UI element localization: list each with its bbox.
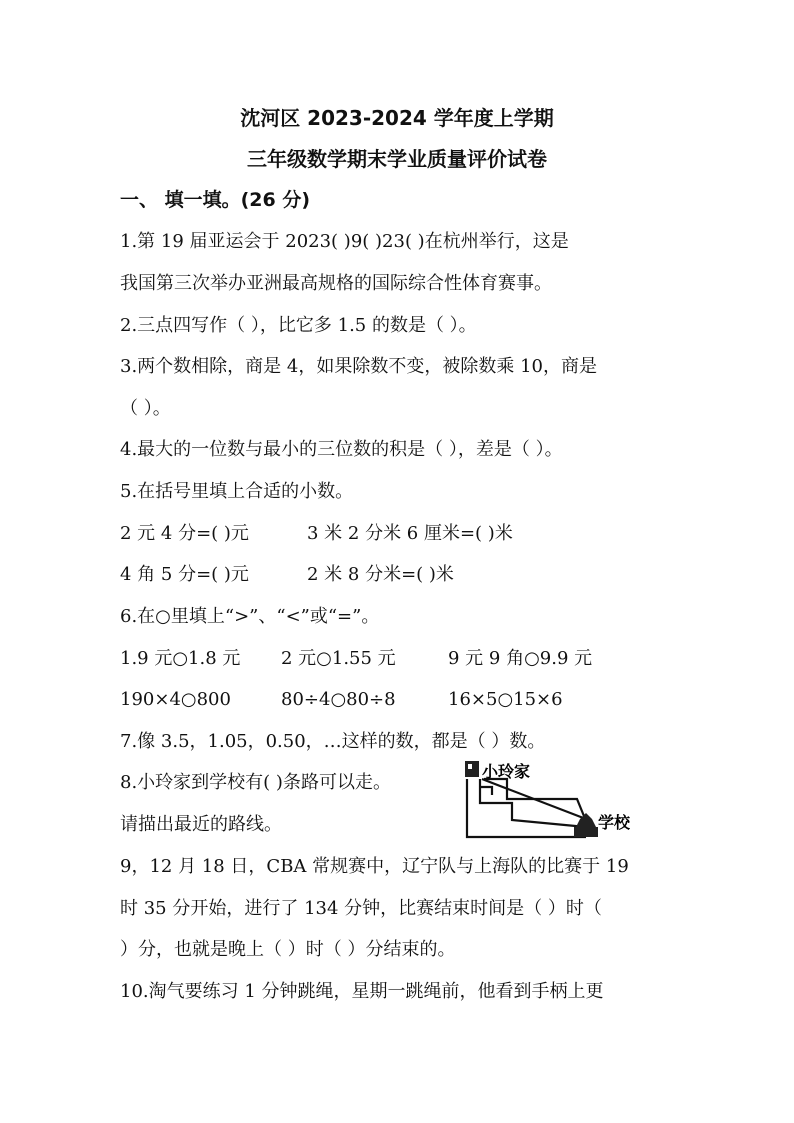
- question-5-item: 4 角 5 分=( )元: [120, 564, 249, 585]
- question-8-line2: 请描出最近的路线。: [120, 814, 282, 835]
- question-6-instruction: 6.在○里填上“>”、“<”或“=”。: [120, 606, 380, 627]
- exam-title-line1: 沈河区 2023-2024 学年度上学期: [240, 106, 554, 130]
- question-6-item: 2 元○1.55 元: [281, 648, 396, 669]
- question-7: 7.像 3.5，1.05，0.50，…这样的数，都是（ ）数。: [120, 731, 546, 752]
- question-1-line2: 我国第三次举办亚洲最高规格的国际综合性体育赛事。: [120, 273, 552, 294]
- question-9-line2: 时 35 分开始，进行了 134 分钟，比赛结束时间是（ ）时（: [120, 898, 602, 919]
- question-1-line1: 1.第 19 届亚运会于 2023( )9( )23( )在杭州举行，这是: [120, 231, 569, 252]
- section-heading: 一、 填一填。(26 分): [120, 189, 311, 211]
- question-4: 4.最大的一位数与最小的三位数的积是（ ），差是（ ）。: [120, 439, 563, 460]
- question-8-line1: 8.小玲家到学校有( )条路可以走。: [120, 772, 391, 793]
- route-map-diagram: [462, 755, 642, 843]
- question-6-item: 16×5○15×6: [448, 689, 563, 710]
- question-9-line1: 9，12 月 18 日，CBA 常规赛中，辽宁队与上海队的比赛于 19: [120, 856, 629, 877]
- question-5-item: 2 米 8 分米=( )米: [307, 564, 454, 585]
- route-lines: [467, 779, 586, 837]
- question-3-line1: 3.两个数相除，商是 4，如果除数不变，被除数乘 10，商是: [120, 356, 597, 377]
- question-9-line3: ）分，也就是晚上（ ）时（ ）分结束的。: [120, 939, 456, 960]
- question-2: 2.三点四写作（ ），比它多 1.5 的数是（ ）。: [120, 315, 477, 336]
- question-5-item: 2 元 4 分=( )元: [120, 523, 249, 544]
- question-10: 10.淘气要练习 1 分钟跳绳，星期一跳绳前，他看到手柄上更: [120, 981, 604, 1002]
- question-5-instruction: 5.在括号里填上合适的小数。: [120, 481, 354, 502]
- question-6-item: 80÷4○80÷8: [281, 689, 396, 710]
- question-5-item: 3 米 2 分米 6 厘米=( )米: [307, 523, 513, 544]
- house-icon: [465, 761, 479, 777]
- question-6-item: 190×4○800: [120, 689, 231, 710]
- question-3-line2: （ ）。: [120, 398, 171, 419]
- exam-title-line2: 三年级数学期末学业质量评价试卷: [247, 147, 547, 171]
- map-label-home: 小玲家: [482, 762, 531, 781]
- map-label-school: 学校: [598, 813, 631, 832]
- question-6-item: 1.9 元○1.8 元: [120, 648, 241, 669]
- question-6-item: 9 元 9 角○9.9 元: [448, 648, 593, 669]
